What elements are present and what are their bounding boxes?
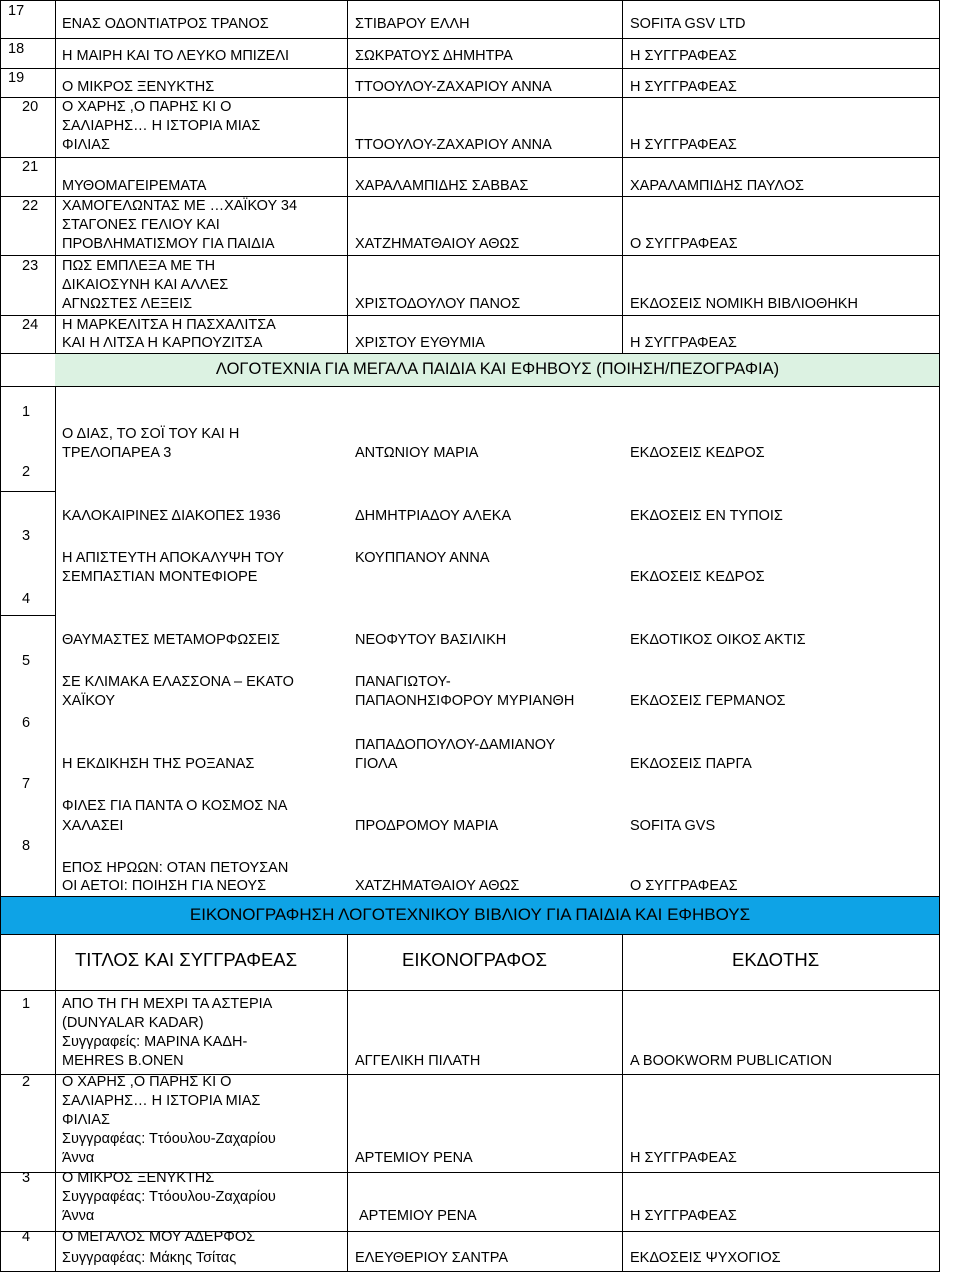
book-title: ΧΑΛΑΣΕΙ: [62, 818, 124, 834]
row-number: 21: [22, 159, 39, 175]
section-heading-band-fiction: [55, 353, 940, 386]
book-publisher: A BOOKWORM PUBLICATION: [630, 1053, 832, 1069]
book-author: ΤΤΟΟΥΛΟΥ-ΖΑΧΑΡΙΟΥ ΑΝΝΑ: [355, 79, 552, 95]
row-number: 22: [22, 198, 39, 214]
book-publisher: Η ΣΥΓΓΡΑΦΕΑΣ: [630, 137, 737, 153]
book-author: ΧΑΤΖΗΜΑΤΘΑΙΟΥ ΑΘΩΣ: [355, 878, 520, 894]
book-title: Η ΑΠΙΣΤΕΥΤΗ ΑΠΟΚΑΛΥΨΗ ΤΟΥ: [62, 550, 285, 566]
book-publisher: ΕΚΔΟΣΕΙΣ ΕΝ ΤΥΠΟΙΣ: [630, 508, 783, 524]
book-title: ΦΙΛΕΣ ΓΙΑ ΠΑΝΤΑ Ο ΚΟΣΜΟΣ ΝΑ: [62, 798, 288, 814]
book-publisher: Ο ΣΥΓΓΡΑΦΕΑΣ: [630, 236, 738, 252]
book-author: ΠΑΠΑΔΟΠΟΥΛΟΥ-ΔΑΜΙΑΝΟΥ: [355, 737, 556, 753]
book-author: ΣΤΙΒΑΡΟΥ ΕΛΛΗ: [355, 16, 470, 32]
book-title: ΘΑΥΜΑΣΤΕΣ ΜΕΤΑΜΟΡΦΩΣΕΙΣ: [62, 632, 280, 648]
book-publisher: Ο ΣΥΓΓΡΑΦΕΑΣ: [630, 878, 738, 894]
column-header-illustrator: ΕΙΚΟΝΟΓΡΑΦΟΣ: [402, 949, 547, 970]
section-heading-band-illustration: [0, 896, 940, 934]
book-publisher: ΕΚΔΟΣΕΙΣ ΠΑΡΓΑ: [630, 756, 752, 772]
book-author: ΤΤΟΟΥΛΟΥ-ΖΑΧΑΡΙΟΥ ΑΝΝΑ: [355, 137, 552, 153]
book-author: ΧΡΙΣΤΟΥ ΕΥΘΥΜΙΑ: [355, 335, 485, 351]
book-author: ΔΗΜΗΤΡΙΑΔΟΥ ΑΛΕΚΑ: [355, 508, 512, 524]
book-author: ΧΡΙΣΤΟΔΟΥΛΟΥ ΠΑΝΟΣ: [355, 296, 521, 312]
book-publisher: Η ΣΥΓΓΡΑΦΕΑΣ: [630, 1150, 737, 1166]
row-number: 1: [22, 404, 31, 420]
book-title: MEHRES B.ONEN: [62, 1053, 184, 1069]
row-number: 3: [22, 528, 31, 544]
row-number: 23: [22, 258, 39, 274]
book-author: ΑΝΤΩΝΙΟΥ ΜΑΡΙΑ: [355, 445, 479, 461]
row-number: 5: [22, 653, 31, 669]
book-title: Η ΜΑΡΚΕΛΙΤΣΑ Η ΠΑΣΧΑΛΙΤΣΑ: [62, 317, 276, 333]
book-title: ΣΕΜΠΑΣΤΙΑΝ ΜΟΝΤΕΦΙΟΡΕ: [62, 569, 258, 585]
book-publisher: ΕΚΔΟΣΕΙΣ ΨΥΧΟΓΙΟΣ: [630, 1250, 781, 1266]
book-title: ΧΑΜΟΓΕΛΩΝΤΑΣ ΜΕ …ΧΑΪΚΟΥ 34: [62, 198, 298, 214]
book-title: ΦΙΛΙΑΣ: [62, 137, 110, 153]
book-title: ΑΓΝΩΣΤΕΣ ΛΕΞΕΙΣ: [62, 296, 193, 312]
book-title: ΜΥΘΟΜΑΓΕΙΡΕΜΑΤΑ: [62, 178, 207, 194]
book-publisher: Η ΣΥΓΓΡΑΦΕΑΣ: [630, 79, 737, 95]
book-title: Ο ΧΑΡΗΣ ,Ο ΠΑΡΗΣ ΚΙ Ο: [62, 99, 232, 115]
section-heading-fiction: ΛΟΓΟΤΕΧΝΙΑ ΓΙΑ ΜΕΓΑΛΑ ΠΑΙΔΙΑ ΚΑΙ ΕΦΗΒΟΥΣ (ΠΟΙΗΣΗ/ΠΕΖΟΓΡΑΦΙΑ): [215, 360, 780, 378]
row-number: 1: [22, 996, 31, 1012]
book-publisher: Η ΣΥΓΓΡΑΦΕΑΣ: [630, 48, 737, 64]
book-title: ΤΡΕΛΟΠΑΡΕΑ 3: [62, 445, 172, 461]
row-number: 3: [22, 1170, 31, 1186]
book-publisher: ΕΚΔΟΣΕΙΣ ΚΕΔΡΟΣ: [630, 445, 765, 461]
book-author: ΠΡΟΔΡΟΜΟΥ ΜΑΡΙΑ: [355, 818, 499, 834]
book-title: Ο ΔΙΑΣ, ΤΟ ΣΟΪ ΤΟΥ ΚΑΙ Η: [62, 426, 240, 442]
book-title: ΣΑΛΙΑΡΗΣ… Η ΙΣΤΟΡΙΑ ΜΙΑΣ: [62, 118, 261, 134]
book-title: ΧΑΪΚΟΥ: [62, 693, 116, 709]
book-author: ΠΑΝΑΓΙΩΤΟΥ-: [355, 674, 451, 690]
book-title: Η ΜΑΙΡΗ ΚΑΙ ΤΟ ΛΕΥΚΟ ΜΠΙΖΕΛΙ: [62, 48, 290, 64]
book-title: Συγγραφέας: Ττόουλου-Ζαχαρίου: [62, 1131, 276, 1147]
row-number: 2: [22, 464, 31, 480]
book-title: Ο ΜΙΚΡΟΣ ΞΕΝΥΚΤΗΣ: [62, 79, 215, 95]
row-number: 19: [8, 70, 25, 86]
book-title: Η ΕΚΔΙΚΗΣΗ ΤΗΣ ΡΟΞΑΝΑΣ: [62, 756, 255, 772]
book-publisher: ΕΚΔΟΣΕΙΣ ΝΟΜΙΚΗ ΒΙΒΛΙΟΘΗΚΗ: [630, 296, 858, 312]
book-title: ΟΙ ΑΕΤΟΙ: ΠΟΙΗΣΗ ΓΙΑ ΝΕΟΥΣ: [62, 878, 267, 894]
book-author: ΧΑΡΑΛΑΜΠΙΔΗΣ ΣΑΒΒΑΣ: [355, 178, 529, 194]
column-header-title: ΤΙΤΛΟΣ ΚΑΙ ΣΥΓΓΡΑΦΕΑΣ: [75, 949, 298, 970]
illustrator: ΕΛΕΥΘΕΡΙΟΥ ΣΑΝΤΡΑ: [355, 1250, 509, 1266]
book-title: Ο ΧΑΡΗΣ ,Ο ΠΑΡΗΣ ΚΙ Ο: [62, 1074, 232, 1090]
book-title: ΔΙΚΑΙΟΣΥΝΗ ΚΑΙ ΑΛΛΕΣ: [62, 277, 229, 293]
book-title: (DUNYALAR KADAR): [62, 1015, 204, 1031]
book-author: ΧΑΤΖΗΜΑΤΘΑΙΟΥ ΑΘΩΣ: [355, 236, 520, 252]
row-number: 2: [22, 1074, 31, 1090]
book-author: ΓΙΟΛΑ: [355, 756, 398, 772]
book-title: ΦΙΛΙΑΣ: [62, 1112, 110, 1128]
row-number: 20: [22, 99, 39, 115]
book-title: Συγγραφείς: ΜΑΡΙΝΑ ΚΑΔΗ-: [62, 1034, 248, 1050]
row-number: 4: [22, 1229, 31, 1245]
book-publisher: ΕΚΔΟΣΕΙΣ ΚΕΔΡΟΣ: [630, 569, 765, 585]
book-publisher: ΕΚΔΟΤΙΚΟΣ ΟΙΚΟΣ ΑΚΤΙΣ: [630, 632, 806, 648]
book-publisher: Η ΣΥΓΓΡΑΦΕΑΣ: [630, 335, 737, 351]
book-publisher: Η ΣΥΓΓΡΑΦΕΑΣ: [630, 1208, 737, 1224]
book-title: ΣΕ ΚΛΙΜΑΚΑ ΕΛΑΣΣΟΝΑ – ΕΚΑΤΟ: [62, 674, 294, 690]
row-number: 7: [22, 776, 31, 792]
book-title: Άννα: [62, 1208, 95, 1224]
book-title: Συγγραφέας: Ττόουλου-Ζαχαρίου: [62, 1189, 276, 1205]
section-heading-illustration: ΕΙΚΟΝΟΓΡΑΦΗΣΗ ΛΟΓΟΤΕΧΝΙΚΟΥ ΒΙΒΛΙΟΥ ΓΙΑ ΠΑΙΔΙΑ ΚΑΙ ΕΦΗΒΟΥΣ: [189, 905, 751, 924]
row-number: 6: [22, 715, 31, 731]
book-title: ΠΡΟΒΛΗΜΑΤΙΣΜΟΥ ΓΙΑ ΠΑΙΔΙΑ: [62, 236, 275, 252]
row-number: 17: [8, 3, 25, 19]
illustrator: ΑΡΤΕΜΙΟΥ ΡΕΝΑ: [355, 1150, 473, 1166]
book-title: Ο ΜΕΓΑΛΟΣ ΜΟΥ ΑΔΕΡΦΟΣ: [62, 1229, 256, 1245]
row-number: 18: [8, 41, 25, 57]
book-publisher: SOFITA GSV LTD: [630, 16, 746, 32]
book-title: ΚΑΙ Η ΛΙΤΣΑ Η ΚΑΡΠΟΥΖΙΤΣΑ: [62, 335, 263, 351]
illustrator: ΑΓΓΕΛΙΚΗ ΠΙΛΑΤΗ: [355, 1053, 481, 1069]
row-number: 24: [22, 317, 39, 333]
book-title: ΚΑΛΟΚΑΙΡΙΝΕΣ ΔΙΑΚΟΠΕΣ 1936: [62, 508, 281, 524]
book-title: ΕΝΑΣ ΟΔΟΝΤΙΑΤΡΟΣ ΤΡΑΝΟΣ: [62, 16, 269, 32]
book-publisher: ΕΚΔΟΣΕΙΣ ΓΕΡΜΑΝΟΣ: [630, 693, 786, 709]
book-title: ΕΠΟΣ ΗΡΩΩΝ: ΟΤΑΝ ΠΕΤΟΥΣΑΝ: [62, 860, 289, 876]
book-author: ΝΕΟΦΥΤΟΥ ΒΑΣΙΛΙΚΗ: [355, 632, 507, 648]
book-title: ΣΑΛΙΑΡΗΣ… Η ΙΣΤΟΡΙΑ ΜΙΑΣ: [62, 1093, 261, 1109]
book-title: ΣΤΑΓΟΝΕΣ ΓΕΛΙΟΥ ΚΑΙ: [62, 217, 220, 233]
book-author: ΠΑΠΑΟΝΗΣΙΦΟΡΟΥ ΜΥΡΙΑΝΘΗ: [355, 693, 575, 709]
book-title: Ο ΜΙΚΡΟΣ ΞΕΝΥΚΤΗΣ: [62, 1170, 215, 1186]
illustrator: ΑΡΤΕΜΙΟΥ ΡΕΝΑ: [359, 1208, 477, 1224]
book-author: ΚΟΥΠΠΑΝΟΥ ΑΝΝΑ: [355, 550, 490, 566]
book-publisher: ΧΑΡΑΛΑΜΠΙΔΗΣ ΠΑΥΛΟΣ: [630, 178, 804, 194]
row-number: 8: [22, 838, 31, 854]
book-title: Συγγραφέας: Μάκης Τσίτας: [62, 1250, 237, 1266]
book-title: ΑΠΟ ΤΗ ΓΗ ΜΕΧΡΙ ΤΑ ΑΣΤΕΡΙΑ: [62, 996, 273, 1012]
book-title: ΠΩΣ ΕΜΠΛΕΞΑ ΜΕ ΤΗ: [62, 258, 216, 274]
book-title: Άννα: [62, 1150, 95, 1166]
column-header-publisher: ΕΚΔΟΤΗΣ: [732, 949, 820, 970]
book-author: ΣΩΚΡΑΤΟΥΣ ΔΗΜΗΤΡΑ: [355, 48, 513, 64]
book-publisher: SOFITA GVS: [630, 818, 716, 834]
row-number: 4: [22, 591, 31, 607]
